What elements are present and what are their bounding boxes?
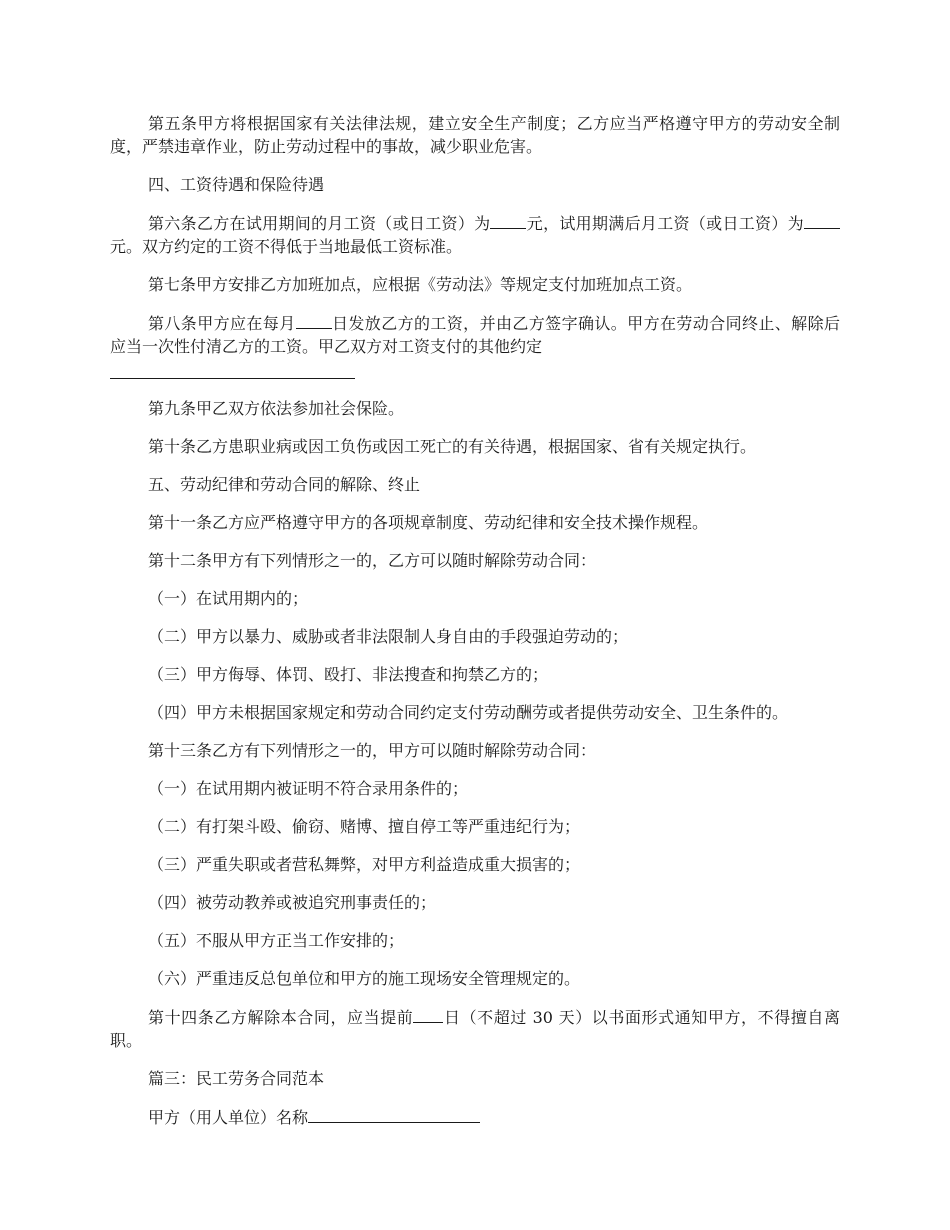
- section-heading-5: 五、劳动纪律和劳动合同的解除、终止: [148, 475, 421, 494]
- article-6-text-c: 元。双方约定的工资不得低于当地最低工资标准。: [110, 237, 463, 256]
- article-8-text-a: 第八条甲方应在每月: [148, 314, 296, 333]
- article-12-item-3: （三）甲方侮辱、体罚、殴打、非法搜查和拘禁乙方的；: [148, 665, 549, 684]
- article-9: 第九条甲乙双方依法参加社会保险。: [148, 399, 405, 418]
- party-a-name-line: [110, 1105, 840, 1129]
- blank-field-notice-days: [413, 1005, 443, 1023]
- article-14-text-a: 第十四条乙方解除本合同，应当提前: [148, 1008, 414, 1027]
- article-7: 第七条甲方安排乙方加班加点，应根据《劳动法》等规定支付加班加点工资。: [148, 275, 693, 294]
- article-6-text-b: 元，试用期满后月工资（或日工资）为: [526, 214, 804, 233]
- article-13-item-4: （四）被劳动教养或被追究刑事责任的；: [148, 893, 437, 912]
- article-10: 第十条乙方患职业病或因工负伤或因工死亡的有关待遇，根据国家、省有关规定执行。: [148, 437, 757, 456]
- article-13-item-6: （六）严重违反总包单位和甲方的施工现场安全管理规定的。: [148, 969, 581, 988]
- article-13-item-3: （三）严重失职或者营私舞弊，对甲方利益造成重大损害的；: [148, 855, 581, 874]
- article-13: 第十三条乙方有下列情形之一的，甲方可以随时解除劳动合同：: [148, 741, 597, 760]
- article-12-item-1: （一）在试用期内的；: [148, 589, 309, 608]
- section-heading-4: 四、工资待遇和保险待遇: [148, 175, 325, 194]
- blank-field-probation-wage: [490, 211, 526, 229]
- article-13-item-2: （二）有打架斗殴、偷窃、赌博、擅自停工等严重违纪行为；: [148, 817, 581, 836]
- blank-field-regular-wage: [804, 211, 840, 229]
- article-13-item-1: （一）在试用期内被证明不符合录用条件的；: [148, 779, 469, 798]
- article-12-item-2: （二）甲方以暴力、威胁或者非法限制人身自由的手段强迫劳动的；: [148, 627, 629, 646]
- article-14: [110, 1005, 840, 1052]
- blank-field-party-a-name: [308, 1105, 480, 1123]
- article-12-item-4: （四）甲方未根据国家规定和劳动合同约定支付劳动酬劳或者提供劳动安全、卫生条件的。: [148, 703, 789, 722]
- article-8: [110, 311, 840, 358]
- chapter-heading-3: 篇三：民工劳务合同范本: [148, 1069, 325, 1088]
- article-6-text-a: 第六条乙方在试用期间的月工资（或日工资）为: [148, 214, 491, 233]
- article-5: 第五条甲方将根据国家有关法律法规，建立安全生产制度；乙方应当严格遵守甲方的劳动安全制度，严禁违章作业，防止劳动过程中的事故，减少职业危害。: [110, 114, 840, 156]
- article-8-text-b: 日发放乙方的工资，并由乙方签字确认。甲方在劳动合同终止、解除后应当一次性付清乙方的工资。甲乙双方对工资支付的其他约定: [110, 314, 840, 356]
- party-a-name-label: 甲方（用人单位）名称: [148, 1108, 309, 1127]
- article-13-item-5: （五）不服从甲方正当工作安排的；: [148, 931, 405, 950]
- blank-field-pay-day: [296, 311, 332, 329]
- document-page: [110, 112, 840, 1144]
- article-11: 第十一条乙方应严格遵守甲方的各项规章制度、劳动纪律和安全技术操作规程。: [148, 513, 709, 532]
- article-6: [110, 211, 840, 258]
- article-12: 第十二条甲方有下列情形之一的，乙方可以随时解除劳动合同：: [148, 551, 597, 570]
- blank-line-other-agreement: [110, 362, 355, 379]
- article-14-text-b: 日（不超过 30 天）以书面形式通知甲方，不得擅自离职。: [110, 1008, 840, 1050]
